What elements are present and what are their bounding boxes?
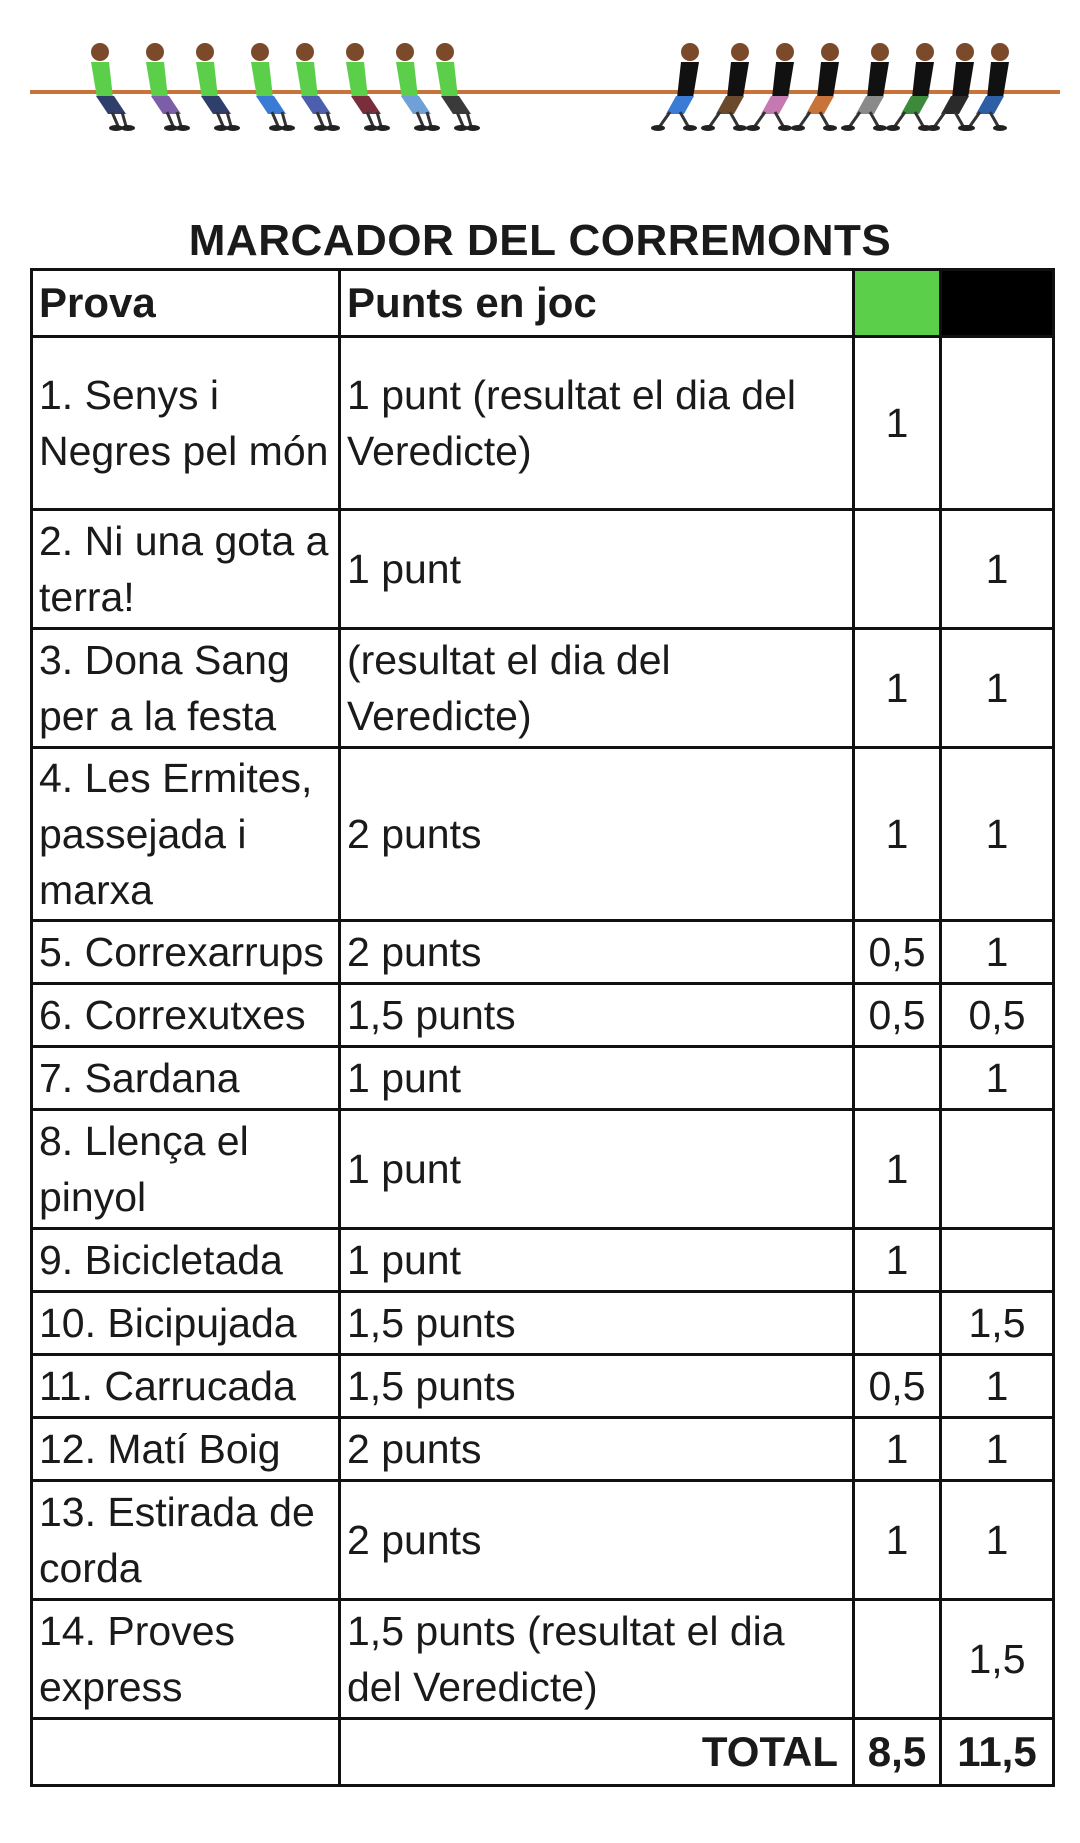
black-score-cell: [941, 1110, 1054, 1229]
table-row: [32, 1355, 1054, 1418]
tug-of-war-banner: [0, 0, 1080, 200]
total-green: 8,5: [854, 1719, 941, 1786]
person-figure: [146, 43, 190, 131]
green-score-cell: [854, 1292, 941, 1355]
table-row: [32, 1292, 1054, 1355]
points-cell: 1,5 punts (resultat el dia del Veredicte): [340, 1600, 854, 1719]
event-cell: 5. Correxarrups: [32, 921, 340, 984]
event-cell: 9. Bicicletada: [32, 1229, 340, 1292]
points-cell: 1 punt: [340, 510, 854, 629]
person-figure: [841, 43, 889, 131]
header-black-team: [941, 270, 1054, 337]
points-cell: 1 punt (resultat el dia del Veredicte): [340, 337, 854, 510]
green-score-cell: 1: [854, 1110, 941, 1229]
table-row: [32, 1229, 1054, 1292]
person-figure: [296, 43, 340, 131]
green-score-cell: 0,5: [854, 1355, 941, 1418]
total-label: TOTAL: [340, 1719, 854, 1786]
green-score-cell: 1: [854, 629, 941, 748]
event-cell: 1. Senys i Negres pel món: [32, 337, 340, 510]
header-event: Prova: [32, 270, 340, 337]
green-score-cell: 0,5: [854, 921, 941, 984]
black-score-cell: 1: [941, 921, 1054, 984]
event-cell: 11. Carrucada: [32, 1355, 340, 1418]
event-cell: 10. Bicipujada: [32, 1292, 340, 1355]
black-score-cell: [941, 1229, 1054, 1292]
person-figure: [396, 43, 440, 131]
black-score-cell: 1: [941, 510, 1054, 629]
table-row: [32, 1418, 1054, 1481]
points-cell: 1,5 punts: [340, 1292, 854, 1355]
table-row: [32, 1110, 1054, 1229]
event-cell: 7. Sardana: [32, 1047, 340, 1110]
black-score-cell: 1,5: [941, 1292, 1054, 1355]
green-score-cell: 1: [854, 1229, 941, 1292]
total-row: [32, 1719, 1054, 1786]
person-figure: [651, 43, 699, 131]
green-score-cell: [854, 1047, 941, 1110]
points-cell: 2 punts: [340, 1418, 854, 1481]
person-figure: [886, 43, 934, 131]
points-cell: 1 punt: [340, 1047, 854, 1110]
black-team-figures: [651, 43, 1009, 131]
person-figure: [251, 43, 295, 131]
event-cell: 2. Ni una gota a terra!: [32, 510, 340, 629]
black-score-cell: [941, 337, 1054, 510]
points-cell: 2 punts: [340, 748, 854, 921]
event-cell: 6. Correxutxes: [32, 984, 340, 1047]
black-score-cell: 1: [941, 1418, 1054, 1481]
table-row: [32, 337, 1054, 510]
event-cell: 14. Proves express: [32, 1600, 340, 1719]
table-row: [32, 921, 1054, 984]
person-figure: [346, 43, 390, 131]
table-row: [32, 629, 1054, 748]
header-points: Punts en joc: [340, 270, 854, 337]
green-score-cell: 1: [854, 337, 941, 510]
person-figure: [701, 43, 749, 131]
black-score-cell: 0,5: [941, 984, 1054, 1047]
green-team-figures: [91, 43, 480, 131]
person-figure: [791, 43, 839, 131]
person-figure: [196, 43, 240, 131]
table-row: [32, 1600, 1054, 1719]
total-black: 11,5: [941, 1719, 1054, 1786]
person-figure: [436, 43, 480, 131]
table-row: [32, 984, 1054, 1047]
table-row: [32, 1047, 1054, 1110]
black-score-cell: 1: [941, 1355, 1054, 1418]
person-figure: [926, 43, 974, 131]
points-cell: 1,5 punts: [340, 984, 854, 1047]
event-cell: 3. Dona Sang per a la festa: [32, 629, 340, 748]
green-score-cell: 0,5: [854, 984, 941, 1047]
event-cell: 8. Llença el pinyol: [32, 1110, 340, 1229]
event-cell: 12. Matí Boig: [32, 1418, 340, 1481]
green-score-cell: 1: [854, 1481, 941, 1600]
black-score-cell: 1,5: [941, 1600, 1054, 1719]
points-cell: 2 punts: [340, 1481, 854, 1600]
green-score-cell: [854, 1600, 941, 1719]
scoreboard-table: [30, 268, 1055, 1787]
table-row: [32, 748, 1054, 921]
points-cell: (resultat el dia del Veredicte): [340, 629, 854, 748]
black-score-cell: 1: [941, 1047, 1054, 1110]
black-score-cell: 1: [941, 748, 1054, 921]
green-score-cell: [854, 510, 941, 629]
green-score-cell: 1: [854, 748, 941, 921]
event-cell: 4. Les Ermites, passejada i marxa: [32, 748, 340, 921]
black-score-cell: 1: [941, 1481, 1054, 1600]
points-cell: 2 punts: [340, 921, 854, 984]
green-score-cell: 1: [854, 1418, 941, 1481]
header-green-team: [854, 270, 941, 337]
points-cell: 1 punt: [340, 1110, 854, 1229]
person-figure: [91, 43, 135, 131]
header-row: [32, 270, 1054, 337]
event-cell: 13. Estirada de corda: [32, 1481, 340, 1600]
points-cell: 1 punt: [340, 1229, 854, 1292]
total-empty-cell: [32, 1719, 340, 1786]
page-title: MARCADOR DEL CORREMONTS: [188, 216, 892, 265]
points-cell: 1,5 punts: [340, 1355, 854, 1418]
table-row: [32, 1481, 1054, 1600]
person-figure: [746, 43, 794, 131]
table-row: [32, 510, 1054, 629]
black-score-cell: 1: [941, 629, 1054, 748]
